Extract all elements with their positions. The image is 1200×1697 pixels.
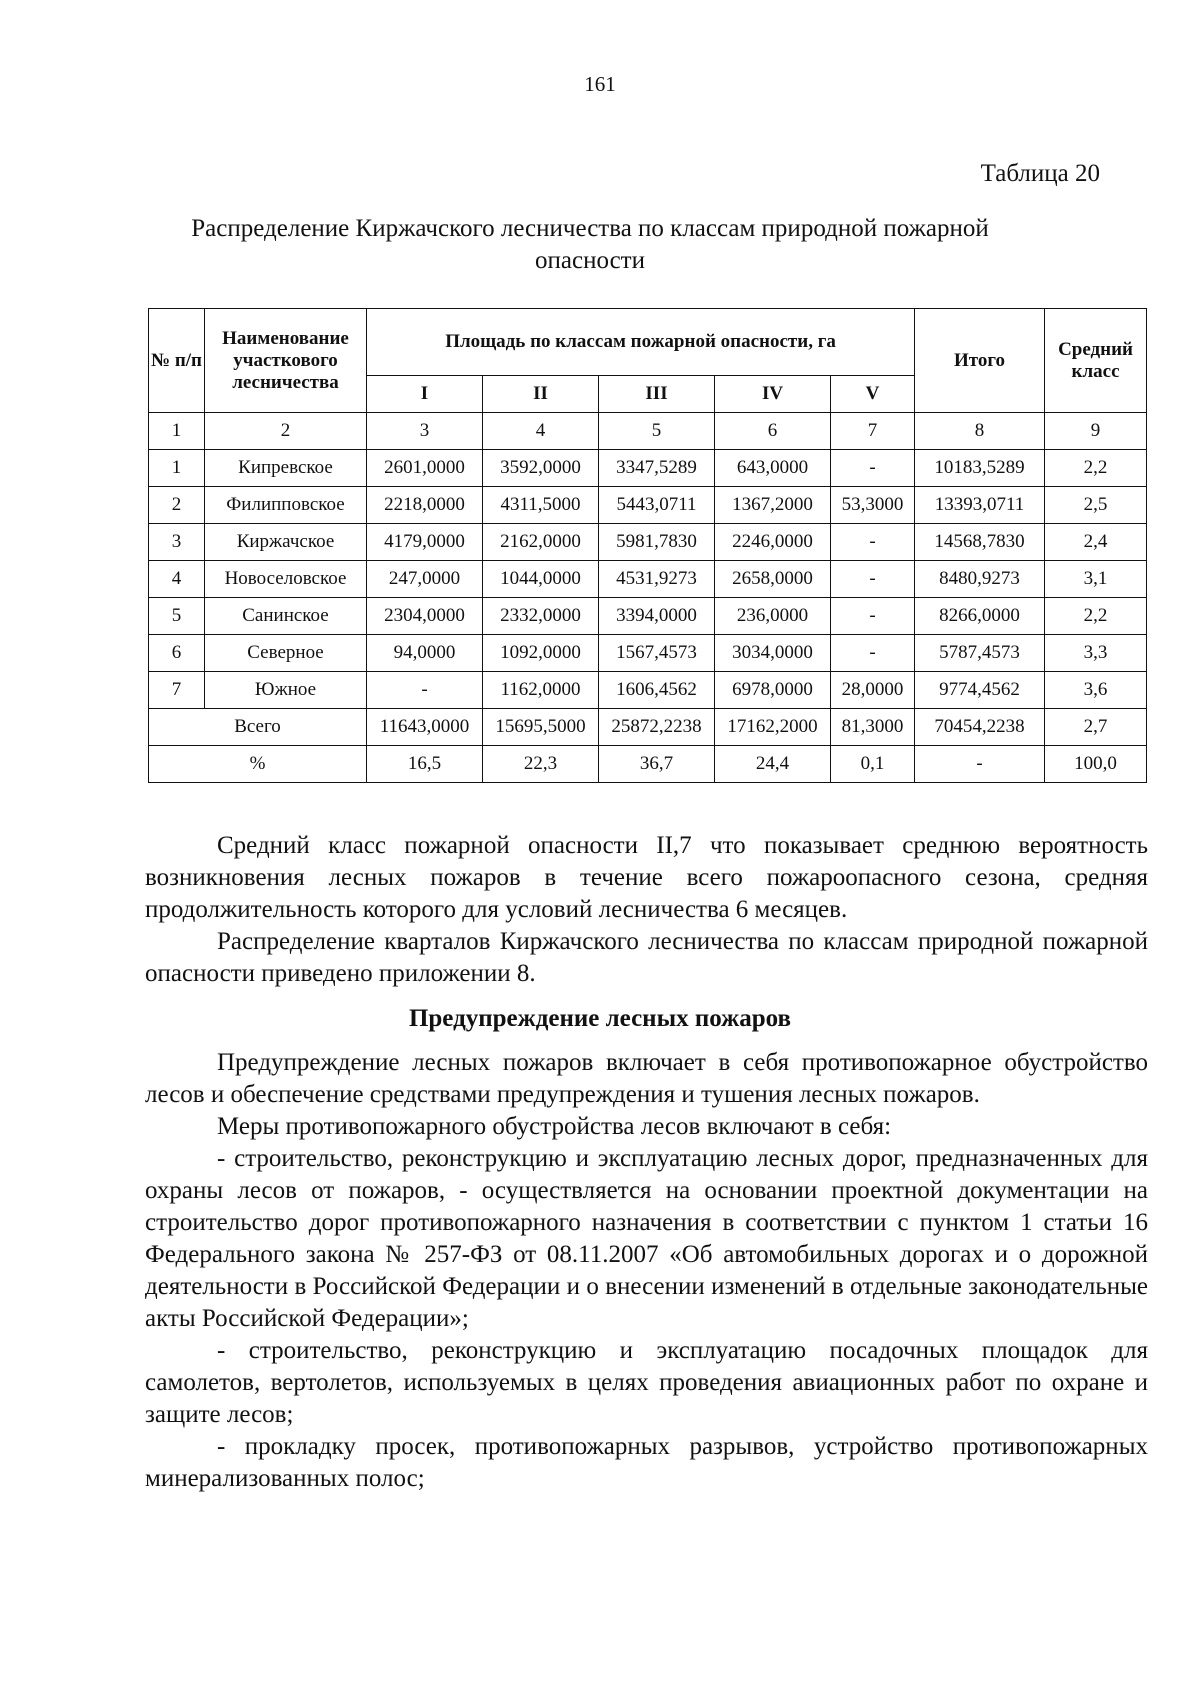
cell-name: Новоселовское	[205, 561, 367, 598]
cell-num: 6	[149, 635, 205, 672]
cell-avg: 3,1	[1045, 561, 1147, 598]
section-heading: Предупреждение лесных пожаров	[408, 1005, 792, 1032]
percent-c1: 16,5	[367, 746, 483, 783]
index-cell: 2	[205, 413, 367, 450]
cell-num: 5	[149, 598, 205, 635]
cell-c1: 2304,0000	[367, 598, 483, 635]
index-cell: 5	[599, 413, 715, 450]
cell-c5: 28,0000	[831, 672, 915, 709]
cell-c3: 4531,9273	[599, 561, 715, 598]
index-cell: 7	[831, 413, 915, 450]
percent-label: %	[149, 746, 367, 783]
cell-num: 3	[149, 524, 205, 561]
cell-total: 14568,7830	[915, 524, 1045, 561]
cell-avg: 3,6	[1045, 672, 1147, 709]
cell-name: Кипревское	[205, 450, 367, 487]
cell-total: 13393,0711	[915, 487, 1045, 524]
cell-c2: 1162,0000	[483, 672, 599, 709]
cell-c1: 2218,0000	[367, 487, 483, 524]
cell-c3: 5443,0711	[599, 487, 715, 524]
cell-name: Филипповское	[205, 487, 367, 524]
header-class-5: V	[831, 376, 915, 413]
index-cell: 9	[1045, 413, 1147, 450]
cell-c1: -	[367, 672, 483, 709]
table-label: Таблица 20	[980, 160, 1100, 187]
paragraph: - прокладку просек, противопожарных разрывов, устройство противопожарных минерализованных полос;	[145, 1433, 1148, 1492]
cell-c1: 247,0000	[367, 561, 483, 598]
cell-c1: 94,0000	[367, 635, 483, 672]
cell-avg: 2,2	[1045, 598, 1147, 635]
column-index-row	[149, 413, 1147, 450]
cell-c4: 2246,0000	[715, 524, 831, 561]
body-text-2	[145, 1047, 1148, 1495]
index-cell: 4	[483, 413, 599, 450]
index-cell: 1	[149, 413, 205, 450]
cell-c2: 4311,5000	[483, 487, 599, 524]
total-c2: 15695,5000	[483, 709, 599, 746]
cell-c3: 1567,4573	[599, 635, 715, 672]
table-row	[149, 672, 1147, 709]
cell-c3: 3394,0000	[599, 598, 715, 635]
cell-c2: 3592,0000	[483, 450, 599, 487]
cell-c5: -	[831, 450, 915, 487]
cell-c4: 6978,0000	[715, 672, 831, 709]
cell-avg: 2,5	[1045, 487, 1147, 524]
paragraph: Распределение кварталов Киржачского лесничества по классам природной пожарной опасности приведено приложении 8.	[145, 928, 1148, 987]
header-avg: Средний класс	[1045, 309, 1147, 413]
cell-num: 4	[149, 561, 205, 598]
body-text-1	[145, 830, 1148, 990]
fire-danger-table	[148, 308, 1147, 783]
cell-c1: 2601,0000	[367, 450, 483, 487]
cell-c4: 1367,2000	[715, 487, 831, 524]
cell-c5: -	[831, 598, 915, 635]
cell-c2: 2332,0000	[483, 598, 599, 635]
cell-num: 1	[149, 450, 205, 487]
cell-name: Киржачское	[205, 524, 367, 561]
total-total: 70454,2238	[915, 709, 1045, 746]
percent-total: -	[915, 746, 1045, 783]
cell-num: 7	[149, 672, 205, 709]
index-cell: 3	[367, 413, 483, 450]
total-row	[149, 709, 1147, 746]
index-cell: 6	[715, 413, 831, 450]
table-row	[149, 487, 1147, 524]
header-class-3: III	[599, 376, 715, 413]
index-cell: 8	[915, 413, 1045, 450]
cell-total: 8480,9273	[915, 561, 1045, 598]
total-c5: 81,3000	[831, 709, 915, 746]
cell-num: 2	[149, 487, 205, 524]
percent-c5: 0,1	[831, 746, 915, 783]
total-avg: 2,7	[1045, 709, 1147, 746]
percent-avg: 100,0	[1045, 746, 1147, 783]
paragraph: Меры противопожарного обустройства лесов включают в себя:	[217, 1113, 892, 1140]
cell-c2: 1044,0000	[483, 561, 599, 598]
table-title: Распределение Киржачского лесничества по классам природной пожарной опасности	[191, 215, 989, 274]
paragraph: - строительство, реконструкцию и эксплуатацию лесных дорог, предназначенных для охраны лесов от пожаров, - осуществляется на основании проектной документации на строительство дорог противопожарного назначения в соответствии с пунктом 1 статьи 16 Федерального закона № 257-ФЗ от 08.11.2007 «Об автомобильных дорогах и о дорожной деятельности в Российской Федерации и о внесении изменений в отдельные законодательные акты Российской Федерации»;	[145, 1145, 1148, 1332]
paragraph: Средний класс пожарной опасности II,7 что показывает среднюю вероятность возникновения лесных пожаров в течение всего пожароопасного сезона, средняя продолжительность которого для условий лесничества 6 месяцев.	[145, 832, 1148, 923]
cell-name: Северное	[205, 635, 367, 672]
header-class-1: I	[367, 376, 483, 413]
page-number: 161	[584, 72, 616, 96]
table-row	[149, 635, 1147, 672]
total-c4: 17162,2000	[715, 709, 831, 746]
cell-c4: 236,0000	[715, 598, 831, 635]
cell-c5: -	[831, 524, 915, 561]
header-name: Наименование участкового лесничества	[205, 309, 367, 413]
total-c1: 11643,0000	[367, 709, 483, 746]
table-body	[149, 450, 1147, 709]
header-class-4: IV	[715, 376, 831, 413]
cell-total: 9774,4562	[915, 672, 1045, 709]
cell-c3: 5981,7830	[599, 524, 715, 561]
cell-name: Санинское	[205, 598, 367, 635]
cell-total: 10183,5289	[915, 450, 1045, 487]
total-c3: 25872,2238	[599, 709, 715, 746]
cell-c3: 1606,4562	[599, 672, 715, 709]
paragraph: - строительство, реконструкцию и эксплуатацию посадочных площадок для самолетов, вертолетов, используемых в целях проведения авиационных работ по охране и защите лесов;	[145, 1337, 1148, 1428]
percent-c2: 22,3	[483, 746, 599, 783]
table-row	[149, 598, 1147, 635]
cell-c5: 53,3000	[831, 487, 915, 524]
cell-c4: 2658,0000	[715, 561, 831, 598]
cell-c4: 3034,0000	[715, 635, 831, 672]
cell-c4: 643,0000	[715, 450, 831, 487]
percent-c4: 24,4	[715, 746, 831, 783]
percent-row	[149, 746, 1147, 783]
header-num: № п/п	[149, 309, 205, 413]
cell-avg: 2,2	[1045, 450, 1147, 487]
table-row	[149, 524, 1147, 561]
cell-name: Южное	[205, 672, 367, 709]
header-total: Итого	[915, 309, 1045, 413]
header-area: Площадь по классам пожарной опасности, га	[367, 309, 915, 376]
cell-c2: 1092,0000	[483, 635, 599, 672]
cell-total: 5787,4573	[915, 635, 1045, 672]
header-class-2: II	[483, 376, 599, 413]
cell-avg: 2,4	[1045, 524, 1147, 561]
cell-avg: 3,3	[1045, 635, 1147, 672]
cell-c3: 3347,5289	[599, 450, 715, 487]
cell-total: 8266,0000	[915, 598, 1045, 635]
cell-c2: 2162,0000	[483, 524, 599, 561]
cell-c1: 4179,0000	[367, 524, 483, 561]
paragraph: Предупреждение лесных пожаров включает в себя противопожарное обустройство лесов и обеспечение средствами предупреждения и тушения лесных пожаров.	[145, 1049, 1148, 1108]
cell-c5: -	[831, 635, 915, 672]
table-row	[149, 561, 1147, 598]
total-label: Всего	[149, 709, 367, 746]
cell-c5: -	[831, 561, 915, 598]
percent-c3: 36,7	[599, 746, 715, 783]
table-row	[149, 450, 1147, 487]
